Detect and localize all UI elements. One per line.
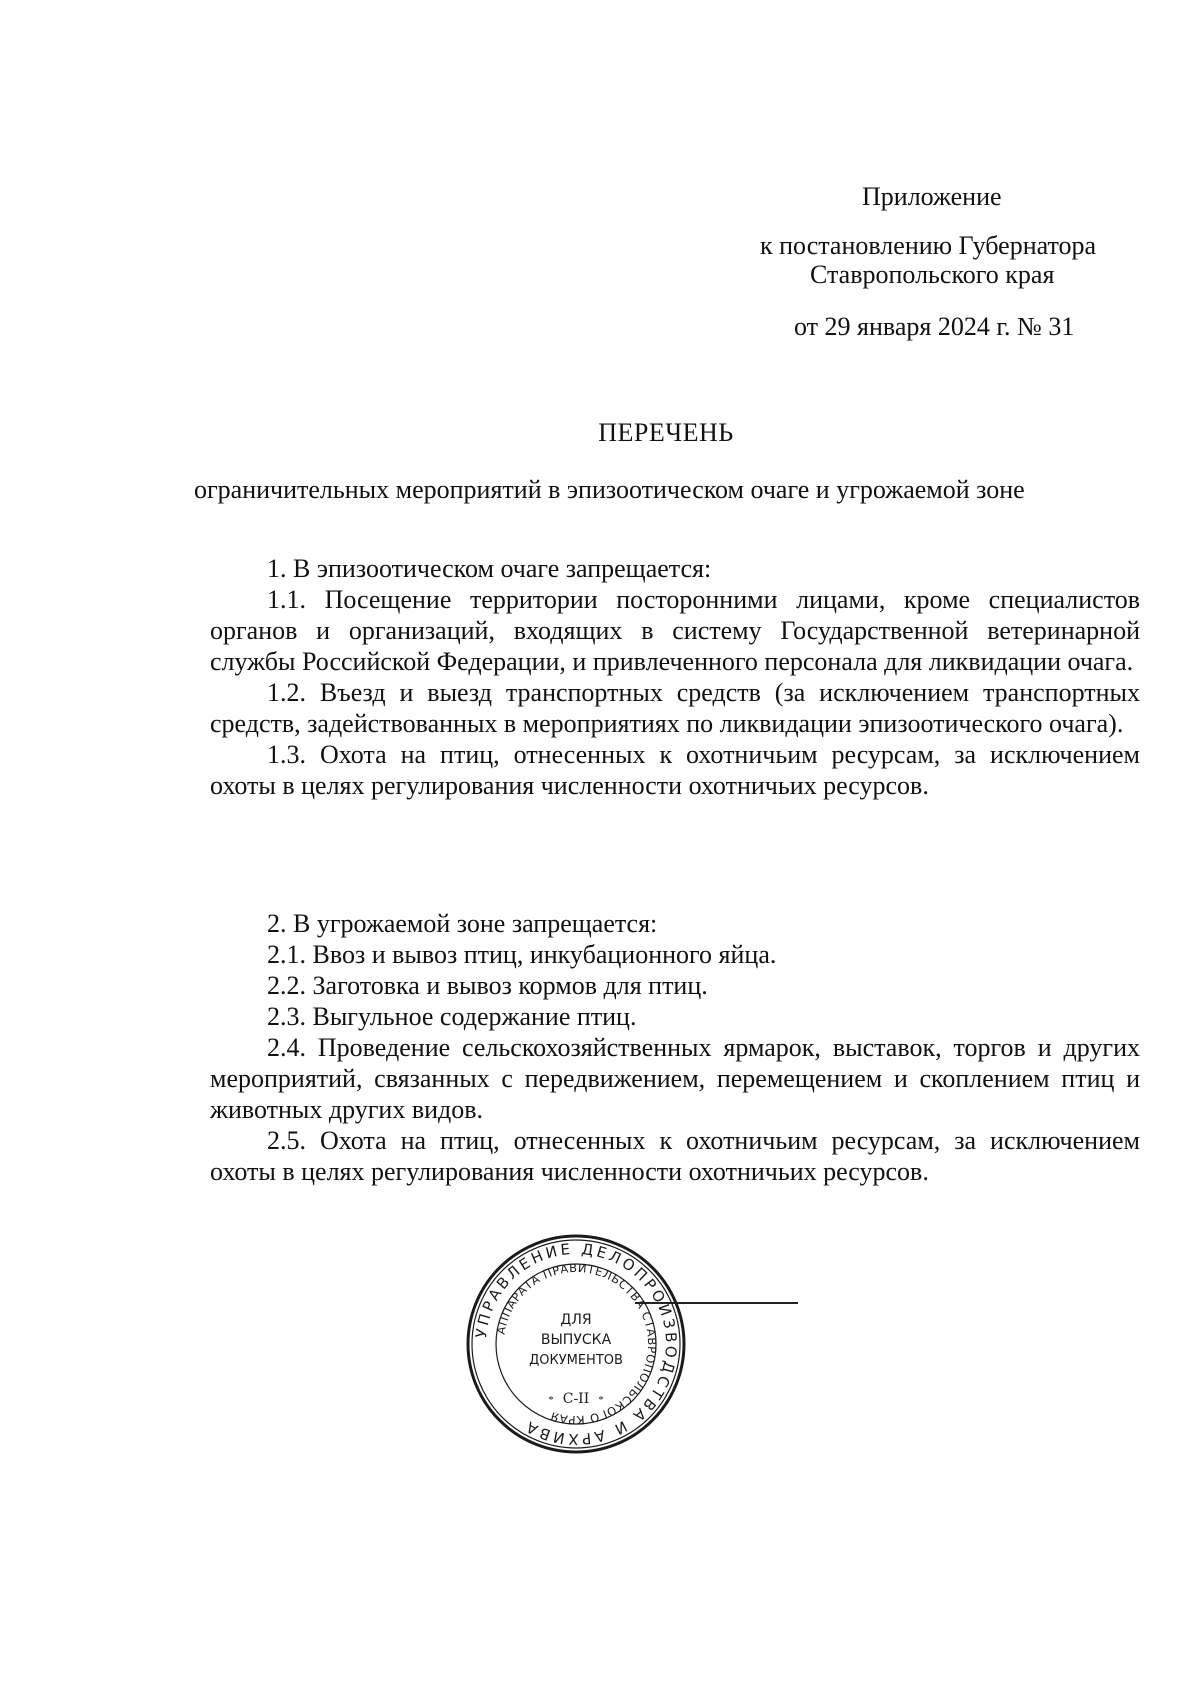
stamp-star-icon: * <box>548 1394 554 1406</box>
list-item: 2.4. Проведение сельскохозяйственных ярмарок, выставок, торгов и других мероприятий, связанных с передвижением, перемещением и скоплением птиц и животных других видов. <box>210 1033 1140 1124</box>
list-item: 1.1. Посещение территории посторонними лицами, кроме специалистов органов и организаций, входящих в систему Государственной ветеринарной службы Российской Федерации, и привлеченного персонала для ликвидации очага. <box>210 585 1140 676</box>
list-item: 1.3. Охота на птиц, отнесенных к охотничьим ресурсам, за исключением охоты в целях регулирования численности охотничьих ресурсов. <box>210 740 1140 800</box>
stamp-code: С-II <box>562 1391 590 1407</box>
list-item: 2.1. Ввоз и вывоз птиц, инкубационного яйца. <box>267 940 777 969</box>
appendix-date: от 29 января 2024 г. № 31 <box>794 312 1075 341</box>
list-item: 2.3. Выгульное содержание птиц. <box>267 1002 637 1031</box>
stamp-center-line-1: ДЛЯ <box>560 1312 592 1328</box>
appendix-reference-line-2: Ставропольского края <box>810 260 1055 289</box>
section-1-heading: 1. В эпизоотическом очаге запрещается: <box>267 554 712 583</box>
stamp-inner-text: АППАРАТА ПРАВИТЕЛЬСТВА СТАВРОПОЛЬСКОГО КРАЯ <box>493 1260 660 1428</box>
stamp-center-line-3: ДОКУМЕНТОВ <box>529 1353 623 1368</box>
official-stamp <box>465 1233 687 1455</box>
stamp-star-icon: * <box>598 1394 604 1406</box>
list-item: 2.2. Заготовка и вывоз кормов для птиц. <box>267 971 708 1000</box>
section-1 <box>210 553 1140 801</box>
appendix-title: Приложение <box>862 182 1002 211</box>
document-title: ПЕРЕЧЕНЬ <box>598 418 734 447</box>
section-2 <box>210 908 1140 1187</box>
stamp-center-line-2: ВЫПУСКА <box>540 1332 612 1348</box>
document-subtitle: ограничительных мероприятий в эпизоотическом очаге и угрожаемой зоне <box>194 475 1025 504</box>
list-item: 1.2. Въезд и выезд транспортных средств (за исключением транспортных средств, задействованных в мероприятиях по ликвидации эпизоотического очага). <box>210 678 1140 738</box>
stamp-outer-text: УПРАВЛЕНИЕ ДЕЛОПРОИЗВОДСТВА И АРХИВА <box>472 1239 681 1449</box>
appendix-reference-line-1: к постановлению Губернатора <box>760 231 1097 260</box>
list-item: 2.5. Охота на птиц, отнесенных к охотничьим ресурсам, за исключением охоты в целях регулирования численности охотничьих ресурсов. <box>210 1126 1140 1186</box>
section-2-heading: 2. В угрожаемой зоне запрещается: <box>267 909 658 938</box>
